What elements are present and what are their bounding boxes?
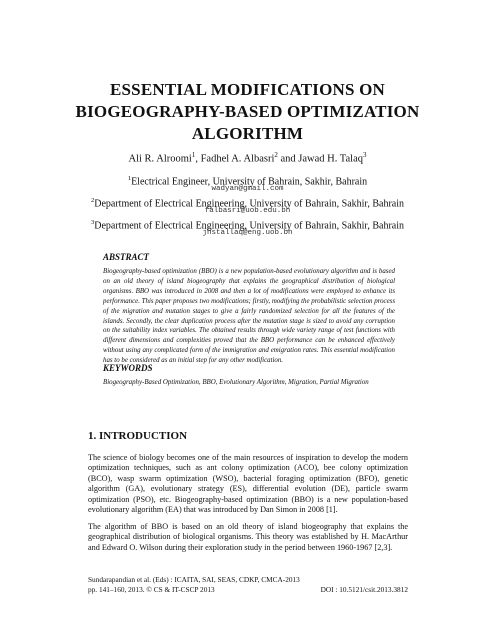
keywords-heading: KEYWORDS	[103, 363, 153, 373]
affiliation-text: Department of Electrical Engineering, University of Bahrain, Sakhir, Bahrain	[94, 220, 405, 232]
author-email[interactable]: falbasri@uob.edu.bh	[204, 207, 291, 215]
author-affiliation-mark: 3	[362, 151, 367, 159]
affiliation-mark: 2	[90, 197, 95, 204]
paper-title-line-2: BIOGEOGRAPHY-BASED OPTIMIZATION	[75, 102, 420, 121]
section-heading-introduction: 1. INTRODUCTION	[88, 430, 188, 442]
intro-paragraph-2: The algorithm of BBO is based on an old theory of island biogeography that explains the geographical distribution of biological organisms. This theory was established by H. MacArthur and Edward O. Wilson during their exploration study in the period between 1960-1967 [2,3].	[88, 522, 408, 552]
author-name: Ali R. Alroomi	[128, 153, 192, 165]
author-affiliation-mark: 1	[191, 151, 196, 159]
intro-paragraph-1: The science of biology becomes one of the main resources of inspiration to develop the modern optimization techniques, such as ant colony optimization (ACO), bee colony optimization (BCO), wasp swarm optimization (WSO), bacterial foraging optimization (BFO), genetic algorithm (GA), evolutionary strategy (ES), differential evolution (DE), particle swarm optimization (PSO), etc. Biogeography-based optimization (BBO) is a new population-based evolutionary algorithm (EA) that was introduced by Dan Simon in 2008 [1].	[88, 453, 408, 515]
author-email[interactable]: wadyan@gmail.com	[211, 185, 284, 193]
abstract-heading: ABSTRACT	[103, 252, 150, 262]
author-affiliation-mark: 2	[274, 151, 278, 159]
affiliation-mark: 3	[90, 219, 95, 226]
author-name: Jawad H. Talaq	[298, 153, 363, 165]
paper-title-line-1: ESSENTIAL MODIFICATIONS ON	[109, 80, 386, 99]
paper-title-line-3: ALGORITHM	[191, 124, 304, 143]
abstract-text: Biogeography-based optimization (BBO) is a new population-based evolutionary algorithm and is based on an old theory of island biogeography that explains the geographical distribution of biological organisms. BBO was introduced in 2008 and then a lot of modifications were employed to enhance its performance. This paper proposes two modifications; firstly, modifying the probabilistic selection process of the migration and mutation stages to give a fairly randomized selection for all the features of the islands. Secondly, the clear duplication process after the mutation stage is sized to avoid any corruption on the suitability index variables. The obtained results through wide variety range of test functions with different dimensions and complexities proved that the BBO performance can be enhanced effectively without using any complicated form of the immigration and emigration rates. This essential modification has to be considered as an initial step for any other modification.	[103, 268, 395, 365]
affiliation-mark: 1	[127, 175, 132, 182]
affiliation-text: Department of Electrical Engineering, University of Bahrain, Sakhir, Bahrain	[94, 198, 405, 210]
keywords-text: Biogeography-Based Optimization, BBO, Evolutionary Algorithm, Migration, Partial Migration	[103, 379, 369, 386]
footer-pages-copyright: pp. 141–160, 2013. © CS & IT-CSCP 2013	[88, 584, 215, 594]
author-email[interactable]: jhstallaq@eng.uob.bh	[202, 229, 293, 237]
affiliation-text: Electrical Engineer, University of Bahrain, Sakhir, Bahrain	[131, 176, 368, 188]
page-footer	[88, 575, 408, 594]
footer-doi[interactable]: DOI : 10.5121/csit.2013.3812	[320, 584, 408, 594]
author-list: Ali R. Alroomi$^1$, Fadhel A. Albasri$^2$ and Jawad H. Talaq$^3$	[128, 151, 367, 165]
author-name: Fadhel A. Albasri	[200, 153, 275, 165]
footer-proceedings: Sundarapandian et al. (Eds) : ICAITA, SAI, SEAS, CDKP, CMCA-2013	[88, 575, 300, 584]
